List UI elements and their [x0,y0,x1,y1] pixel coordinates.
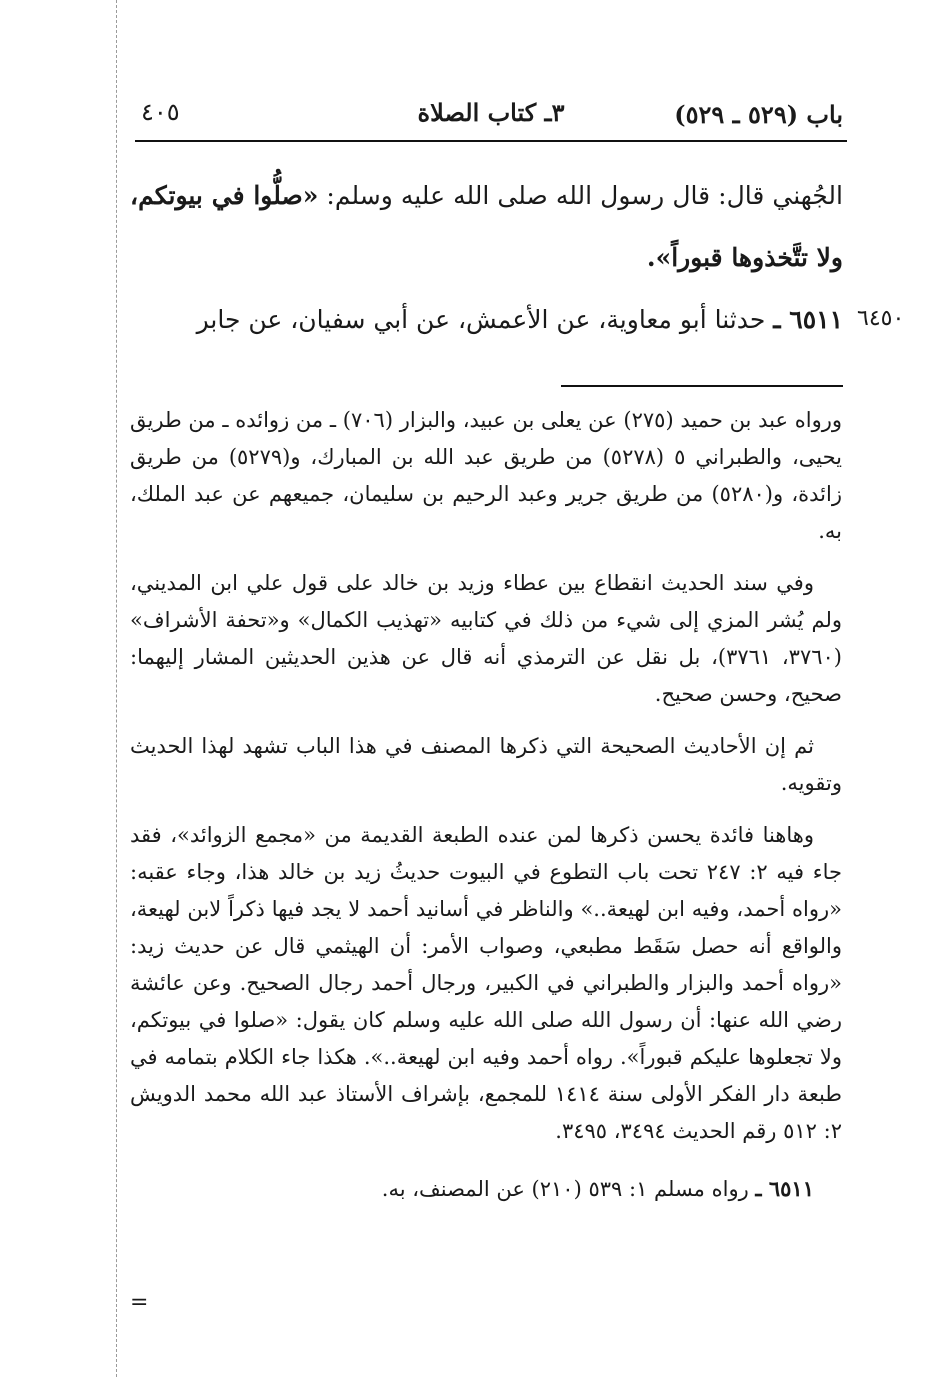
hadith-number: ٦٥١١ ـ [773,305,843,334]
main-paragraph [130,165,843,289]
footnote-ref-number: ٦٥١١ ـ [755,1176,814,1201]
header-rule [135,140,847,142]
footnote-paragraph: ثم إن الأحاديث الصحيحة التي ذكرها المصنف في هذا الباب تشهد لهذا الحديث وتقويه. [130,734,842,795]
page-header [135,86,847,142]
continuation-mark: = [130,1290,149,1315]
footnote-paragraph: ورواه عبد بن حميد (٢٧٥) عن يعلى بن عبيد، والبزار (٧٠٦) ـ من زوائده ـ من طريق يحيى، والطبراني ٥ (٥٢٧٨) من طريق عبد الله بن المبارك، و(٥٢٧٩) من طريق زائدة، و(٥٢٨٠) من طريق جرير وعبد الرحيم بن سليمان، جميعهم عن عبد الملك، به. [130,408,843,543]
hadith-text: حدثنا أبو معاوية، عن الأعمش، عن أبي سفيان، عن جابر [196,305,774,334]
book-title: ٣ـ كتاب الصلاة [417,98,565,127]
footnotes [130,402,842,1223]
margin-number: ٦٤٥٠ [857,306,905,331]
footnote-rule [561,385,843,387]
page-number: ٤٠٥ [141,98,180,126]
footnote-paragraph: وهاهنا فائدة يحسن ذكرها لمن عنده الطبعة القديمة من «مجمع الزوائد»، فقد جاء فيه ٢: ٢٤٧ تحت باب التطوع في البيوت حديثُ زيد بن خالد هذا، وجاء عقبه: «رواه أحمد، وفيه ابن لهيعة..» والناظر في أسانيد أحمد لا يجد فيها ذكراً لابن لهيعة، والواقع أنه حصل سَقَط مطبعي، وصواب الأمر: أن الهيثمي قال عن حديث زيد: «رواه أحمد والبزار والطبراني في الكبير، ورجال أحمد رجال الصحيح. وعن عائشة رضي الله عنها: أن رسول الله صلى الله عليه وسلم كان يقول: «صلوا في بيوتكم، ولا تجعلوها عليكم قبوراً». رواه أحمد وفيه ابن لهيعة..». هكذا جاء الكلام بتمامه في طبعة دار الفكر الأولى سنة ١٤١٤ للمجمع، بإشراف الأستاذ عبد الله محمد الدويش ٢: ٥١٢ رقم الحديث ٣٤٩٤، ٣٤٩٥. [130,823,842,1143]
chapter-title: باب (٥٢٩ ـ ٥٢٩) [674,100,843,129]
footnote-reference [130,1170,842,1208]
main-text [130,165,843,289]
main-intro: الجُهني قال: قال رسول الله صلى الله عليه وسلم: [318,181,843,210]
prophetic-quote: «صلُّوا في بيوتكم، ولا تتَّخذوها قبوراً». [130,181,843,272]
footnote-ref-text: رواه مسلم ١: ٥٣٩ (٢١٠) عن المصنف، به. [381,1177,756,1201]
hadith-entry [130,300,843,340]
gutter-guide-line [116,0,117,1377]
footnote-paragraph: وفي سند الحديث انقطاع بين عطاء وزيد بن خالد على قول علي ابن المديني، ولم يُشر المزي إلى شيء من ذلك في كتابيه «تهذيب الكمال» و«تحفة الأشراف» (٣٧٦٠، ٣٧٦١)، بل نقل عن الترمذي أنه قال عن هذين الحديثين المشار إليهما: صحيح، وحسن صحيح. [130,571,842,706]
